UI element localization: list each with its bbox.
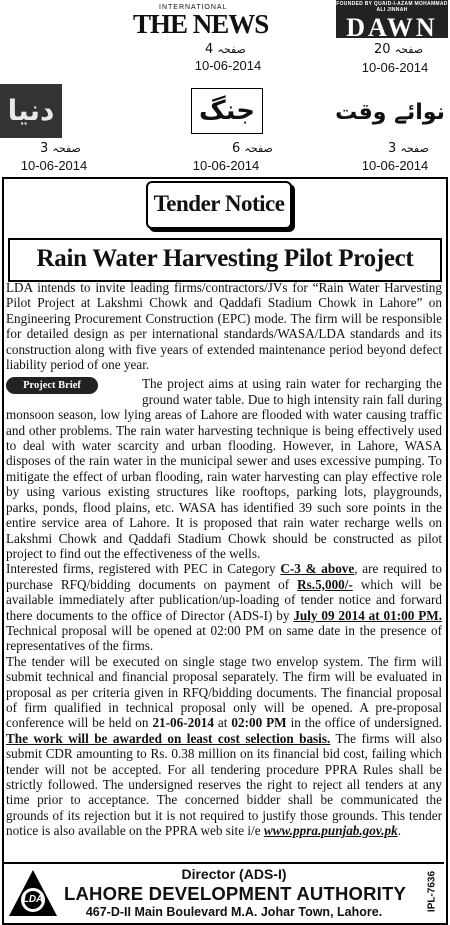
the-news-logo	[133, 4, 273, 40]
conference-time: 02:00 PM	[231, 715, 287, 731]
tender-notice-text: Tender Notice	[153, 191, 285, 216]
text-run: at	[213, 715, 232, 731]
dawn-subtitle: FOUNDED BY QUAID-I-AZAM MOHAMMAD ALI JINNAH	[336, 1, 448, 13]
text-run: Interested firms, registered with PEC in Category	[6, 561, 281, 577]
dunya-logo	[0, 84, 62, 138]
page-number: 4	[205, 42, 214, 57]
jang-name: جنگ	[199, 96, 255, 126]
tender-notice-heading	[146, 181, 292, 229]
page-word: صفحہ	[217, 43, 246, 56]
dawn-logo	[336, 0, 448, 42]
project-brief-badge	[6, 377, 98, 394]
text-run: Technical proposal will be opened at 02:00 PM on same date in the presence of representatives of the firms.	[6, 622, 442, 654]
dunya-page	[40, 141, 90, 156]
text-run: .	[397, 823, 402, 839]
text-run: The tender will be executed on single stage two envelop system. The firm will submit technical and financial proposal separately. The firm will be evaluated in proposal as per criteria given in RFQ/bidding documents. The financial proposal of firm qualified in technical proposal only will be opened. A pre-proposal conference will be held on	[6, 653, 442, 731]
fee: Rs.5,000/-	[297, 576, 353, 592]
eligibility-paragraph	[6, 561, 442, 653]
dawn-page	[374, 42, 444, 57]
brief-paragraph	[6, 376, 442, 561]
jang-logo	[191, 88, 263, 134]
page-word: صفحہ	[52, 142, 81, 155]
jang-date: 10-06-2014	[192, 158, 260, 173]
text-run: in the office of undersigned.	[286, 715, 442, 731]
brief-text: The project aims at using rain water for recharging the ground water table. Due to high intensity rain fall during monsoon season, low lying areas of Lahore are flooded with water causing traffic and other problems. The rain water harvesting technique is being effectively used to deal with water scarcity and urban flooding. However, in Lahore, WASA disposes of the rain water in the municipal sewer and uses excessive pumping. To mitigate the effect of urban flooding, rain water harvesting can play effective role by using various existing structures like rooftops, parking lots, playgrounds, parks, ponds, flood plains, etc. WASA has identified 39 such sore points in the entire service area of Lahore. It is proposed that rain water recharge wells on Lakshmi Chowk and Qaddafi Stadium Chowk should be constructed as pilot project to find out the effectiveness of the wells.	[6, 376, 442, 561]
text-run: , are required to purchase RFQ/bidding documents on payment of	[6, 561, 443, 592]
dawn-date: 10-06-2014	[361, 60, 429, 75]
project-title-text: Rain Water Harvesting Pilot Project	[36, 245, 414, 272]
notice-body	[6, 280, 442, 839]
nawaiwaqt-date: 10-06-2014	[361, 158, 429, 173]
ad-reference-text: IPL-7636	[426, 870, 438, 913]
dunya-name: دنیا	[7, 94, 55, 127]
nawaiwaqt-page	[388, 141, 438, 156]
footer	[4, 862, 444, 923]
director-title: Director (ADS-I)	[181, 866, 287, 882]
page-word: صفحہ	[394, 43, 424, 56]
newspaper-header	[0, 0, 450, 178]
conference-date: 21-06-2014	[152, 715, 214, 731]
dawn-name: DAWN	[346, 13, 438, 42]
page-number: 6	[232, 141, 241, 156]
intro-paragraph: LDA intends to invite leading firms/contractors/JVs for “Rain Water Harvesting Pilot Project at Lakshmi Chowk and Qaddafi Stadium Chowk in Lahore” on Engineering Procurement Construction (EPC) mode. The firm will be responsible for detailed design as per international standards/WASA/LDA standards and its construction along with five years of extended maintenance period beyond defect liability period of one year.	[6, 280, 442, 373]
nawaiwaqt-name: نوائے وقت	[335, 100, 445, 125]
page-number: 3	[388, 141, 397, 156]
text-run: which will be available immediately after publication/up-loading of tender notice and forward there documents to the office of Director (ADS-I) by	[6, 576, 442, 623]
page-word: صفحہ	[244, 142, 273, 155]
the-news-subtitle: INTERNATIONAL	[159, 4, 228, 11]
lda-logo-icon	[7, 868, 59, 918]
lda-logo-text: LDA	[22, 894, 44, 905]
ppra-link[interactable]: www.ppra.punjab.gov.pk	[263, 823, 398, 839]
project-title	[8, 238, 442, 282]
the-news-page	[205, 42, 255, 57]
category: C-3 & above	[280, 561, 355, 577]
jang-page	[232, 141, 282, 156]
lda-logo	[7, 868, 59, 918]
deadline: July 09 2014 at 01:00 PM.	[293, 607, 442, 623]
page-number: 20	[374, 42, 391, 57]
dunya-date: 10-06-2014	[20, 158, 88, 173]
the-news-name: THE NEWS	[133, 9, 269, 39]
nawaiwaqt-logo	[332, 90, 448, 136]
award-basis: The work will be awarded on least cost selection basis.	[6, 730, 331, 746]
authority-name: LAHORE DEVELOPMENT AUTHORITY	[64, 883, 407, 904]
page-number: 3	[40, 141, 49, 156]
the-news-date: 10-06-2014	[194, 58, 262, 73]
ad-reference	[423, 868, 441, 920]
page-word: صفحہ	[400, 142, 429, 155]
authority-address: 467-D-II Main Boulevard M.A. Johar Town, Lahore.	[85, 905, 383, 919]
project-brief-label: Project Brief	[23, 380, 81, 392]
procedure-paragraph	[6, 654, 442, 839]
text-run: The firms will also submit CDR amounting to Rs. 0.38 million on its financial bid cost, failing which tender will not be accepted. For all tendering procedure PPRA Rules shall be strictly followed. The undersigned reserves the right to reject all tenders at any time prior to acceptance. The concerned bidder shall be communicated the grounds of its rejection but it is not required to justify those grounds. This tender notice is also available on the PPRA web site i/e	[6, 730, 442, 839]
